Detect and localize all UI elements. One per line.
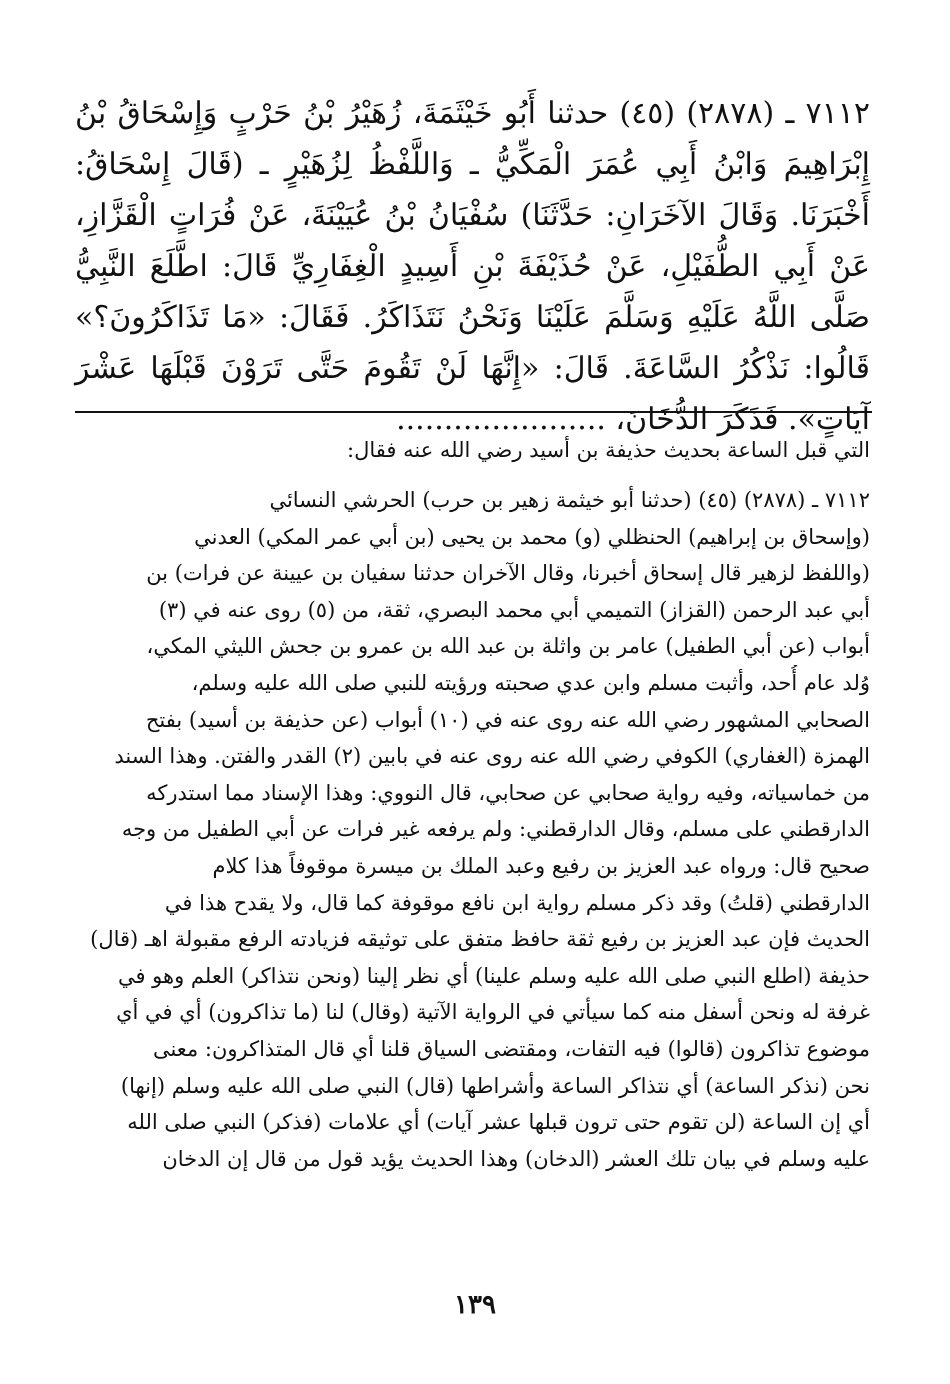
commentary-line: أي إن الساعة (لن تقوم حتى ترون قبلها عشر آيات) أي علامات (فذكر) النبي صلى الله bbox=[127, 1110, 870, 1135]
commentary-line: الهمزة (الغفاري) الكوفي رضي الله عنه روى عنه في بابين (٢) القدر والفتن. وهذا السند bbox=[114, 744, 870, 769]
commentary-line: عليه وسلم في بيان تلك العشر (الدخان) وهذا الحديث يؤيد قول من قال إن الدخان bbox=[162, 1146, 870, 1171]
commentary-line: الحديث فإن عبد العزيز بن رفيع ثقة حافظ متفق على توثيقه فزيادته الرفع مقبولة اهـ (قال) bbox=[90, 927, 870, 952]
footnote-divider bbox=[75, 411, 872, 413]
commentary-line: غرفة له ونحن أسفل منه كما سيأتي في الرواية الآتية (وقال) لنا (ما تذاكرون) أي في أي bbox=[116, 1000, 870, 1025]
page-number: ١٣٩ bbox=[454, 1290, 496, 1320]
commentary-line: من خماسياته، وفيه رواية صحابي عن صحابي، قال النووي: وهذا الإسناد مما استدركه bbox=[146, 780, 870, 805]
commentary-line: (وإسحاق بن إبراهيم) الحنظلي (و) محمد بن يحيى (بن أبي عمر المكي) العدني bbox=[194, 524, 870, 549]
commentary-line: (واللفظ لزهير قال إسحاق أخبرنا، وقال الآخران حدثنا سفيان بن عيينة عن فرات) بن bbox=[146, 561, 870, 586]
commentary-intro: التي قبل الساعة بحديث حذيفة بن أسيد رضي الله عنه فقال: bbox=[347, 438, 870, 462]
commentary-line: أبي عبد الرحمن (القزاز) التميمي أبي محمد البصري، ثقة، من (٥) روى عنه في (٣) bbox=[158, 597, 870, 622]
commentary-line: وُلد عام أُحد، وأثبت مسلم وابن عدي صحبته ورؤيته للنبي صلى الله عليه وسلم، bbox=[191, 670, 870, 695]
commentary-line: حذيفة (اطلع النبي صلى الله عليه وسلم علينا) أي نظر إلينا (ونحن نتذاكر) العلم وهو في bbox=[117, 963, 870, 988]
commentary-line: نحن (نذكر الساعة) أي نتذاكر الساعة وأشراطها (قال) النبي صلى الله عليه وسلم (إنها) bbox=[120, 1073, 870, 1098]
hadith-text: ٧١١٢ ـ (٢٨٧٨) (٤٥) حدثنا أَبُو خَيْثَمَةَ، زُهَيْرُ بْنُ حَرْبٍ وَإِسْحَاقُ بْنُ إِبْرَاهِيمَ وَابْنُ أَبِي عُمَرَ الْمَكِّيُّ ـ وَاللَّفْظُ لِزُهَيْرٍ ـ (قَالَ إِسْحَاقُ: أَخْبَرَنَا. وَقَالَ الآخَرَانِ: حَدَّثَنَا) سُفْيَانُ بْنُ عُيَيْنَةَ، عَنْ فُرَاتٍ الْقَزَّازِ، عَنْ أَبِي الطُّفَيْلِ، عَنْ حُذَيْفَةَ بْنِ أَسِيدٍ الْغِفَارِيِّ قَالَ: اطَّلَعَ النَّبِيُّ صَلَّى اللَّهُ عَلَيْهِ وَسَلَّمَ عَلَيْنَا وَنَحْنُ نَتَذَاكَرُ. فَقَالَ: «مَا تَذَاكَرُونَ؟» قَالُوا: نَذْكُرُ السَّاعَةَ. قَالَ: «إِنَّهَا لَنْ تَقُومَ حَتَّى تَرَوْنَ قَبْلَهَا عَشْرَ آيَاتٍ». فَذَكَرَ الدُّخَانَ، ...................... bbox=[75, 96, 870, 437]
commentary-line: ٧١١٢ ـ (٢٨٧٨) (٤٥) (حدثنا أبو خيثمة زهير بن حرب) الحرشي النسائي bbox=[269, 488, 870, 512]
commentary-line: الصحابي المشهور رضي الله عنه روى عنه في (١٠) أبواب (عن حذيفة بن أسيد) بفتح bbox=[145, 707, 870, 732]
commentary-line: الدارقطني (قلتُ) وقد ذكر مسلم رواية ابن نافع موقوفة كما قال، ولا يقدح هذا في bbox=[164, 890, 870, 915]
commentary-line: موضوع تذاكرون (قالوا) فيه التفات، ومقتضى السياق قلنا أي قال المتذاكرون: معنى bbox=[152, 1036, 870, 1061]
commentary-line: الدارقطني على مسلم، وقال الدارقطني: ولم يرفعه غير فرات عن أبي الطفيل من وجه bbox=[121, 817, 870, 842]
hadith-text-block bbox=[75, 88, 870, 445]
commentary-line: صحيح قال: ورواه عبد العزيز بن رفيع وعبد الملك بن ميسرة موقوفاً هذا كلام bbox=[212, 853, 870, 878]
commentary-block bbox=[75, 482, 870, 1177]
commentary-line: أبواب (عن أبي الطفيل) عامر بن واثلة بن عبد الله بن عمرو بن جحش الليثي المكي، bbox=[146, 634, 870, 659]
